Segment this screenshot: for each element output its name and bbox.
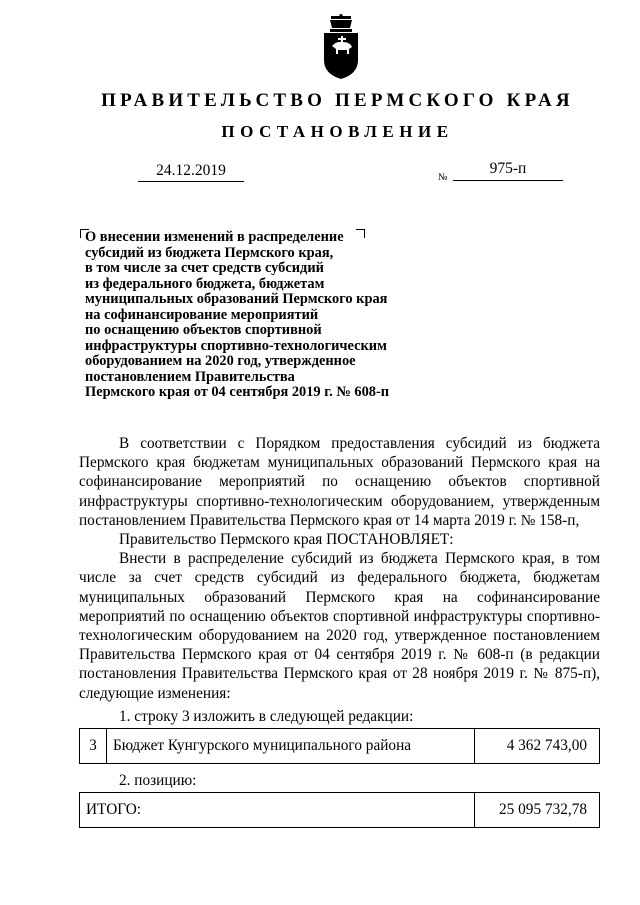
body-paragraph: Правительство Пермского края ПОСТАНОВЛЯЕТ: bbox=[119, 531, 454, 549]
body-paragraph: В соответствии с Порядком предоставления субсидий из бюджета Пермского края бюджетам муниципальных образований Пермского края на софинансирование мероприятий по оснащению объектов спортивной инфраструктуры спортивно-технологическим оборудованием, утвержденным постановлением Правительства Пермского края от 14 марта 2019 г. № 158-п, bbox=[79, 435, 600, 529]
row-3-table bbox=[79, 728, 600, 764]
total-label: ИТОГО: bbox=[80, 793, 475, 828]
row-number: 3 bbox=[80, 729, 107, 764]
document-subject bbox=[85, 230, 505, 401]
table-row bbox=[80, 729, 600, 764]
number-sign: № bbox=[438, 172, 448, 183]
total-value: 25 095 732,78 bbox=[475, 793, 600, 828]
perm-coat-of-arms-icon bbox=[318, 14, 364, 80]
document-number: 975-п bbox=[453, 160, 563, 181]
subject-line: постановлением Правительства bbox=[85, 368, 295, 385]
change-item-1: 1. строку 3 изложить в следующей редакции: bbox=[119, 708, 414, 725]
subject-line: Пермского края от 04 сентября 2019 г. № 608-п bbox=[85, 384, 390, 400]
body-paragraph: Внести в распределение субсидий из бюджета Пермского края, в том числе за счет средств субсидий из федерального бюджета, бюджетам муниципальных образований Пермского края на софинансирование мероприятий по оснащению объектов спортивной инфраструктуры спортивно-технологическим оборудованием на 2020 год, утвержденное постановлением Правительства Пермского края от 04 сентября 2019 г. № 608-п (в редакции постановления Правительства Пермского края от 28 ноября 2019 г. № 875-п), следующие изменения: bbox=[79, 550, 600, 702]
document-body bbox=[79, 434, 600, 703]
row-value: 4 362 743,00 bbox=[475, 729, 600, 764]
subject-line: по оснащению объектов спортивной bbox=[85, 322, 322, 338]
row-name: Бюджет Кунгурского муниципального района bbox=[107, 729, 475, 764]
document-type: ПОСТАНОВЛЕНИЕ bbox=[221, 122, 454, 141]
document-date: 24.12.2019 bbox=[138, 162, 244, 182]
total-table bbox=[79, 792, 600, 828]
subject-line: оборудованием на 2020 год, утвержденное bbox=[85, 353, 356, 369]
subject-line: из федерального бюджета, бюджетам bbox=[85, 275, 325, 292]
subject-line: муниципальных образований Пермского края bbox=[85, 291, 388, 307]
subject-line: инфраструктуры спортивно-технологическим bbox=[85, 337, 387, 354]
table-row bbox=[80, 793, 600, 828]
subject-line: О внесении изменений в распределение bbox=[85, 229, 344, 245]
subject-line: субсидий из бюджета Пермского края, bbox=[85, 244, 334, 261]
subject-line: на софинансирование мероприятий bbox=[85, 306, 319, 323]
change-item-2: 2. позицию: bbox=[119, 772, 197, 789]
subject-line: в том числе за счет средств субсидий bbox=[85, 260, 324, 276]
government-title: ПРАВИТЕЛЬСТВО ПЕРМСКОГО КРАЯ bbox=[101, 90, 574, 111]
